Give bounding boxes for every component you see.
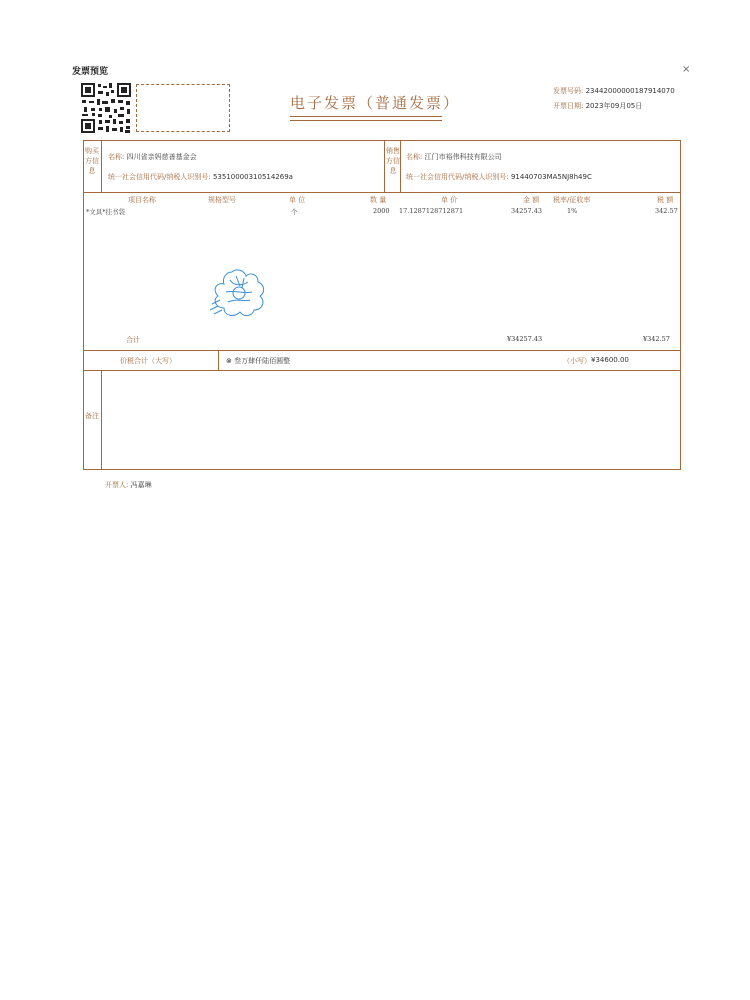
buyer-name-label: 名称: [108,153,125,161]
seller-name [406,152,502,162]
drawer [105,480,152,490]
invoice-frame [83,140,681,470]
total-amount: ¥34257.43 [507,335,543,343]
buyer-tax-label: 统一社会信用代码/纳税人识别号: [108,173,211,181]
invoice-date [553,101,642,111]
col-header-qty: 数 量 [370,196,387,204]
row-tax: 342.57 [655,207,678,215]
invoice-number-label: 发票号码: [553,87,584,95]
page-title: 发票预览 [72,67,109,77]
summary-divider [218,350,219,370]
seller-tax-value: 91440703MA5NJ8h49C [510,173,592,181]
invoice-date-label: 开票日期: [553,102,584,110]
buyer-section-label: 购买方信息 [85,147,99,175]
summary-bottom-rule [83,370,681,371]
total-label: 合计 [126,336,140,344]
col-header-unit: 单 位 [289,196,306,204]
close-button[interactable]: × [682,64,691,75]
seller-section-label: 销售方信息 [386,147,400,175]
col-header-amount: 金 额 [523,196,540,204]
title-underline [290,116,442,117]
total-tax: ¥342.57 [643,335,670,343]
row-price: 17.1287128712871 [399,207,464,215]
qr-code [80,82,132,134]
drawer-name: 冯嘉琳 [130,481,152,489]
party-bottom-rule [83,192,681,193]
title-underline [290,120,442,121]
drawer-label: 开票人: [105,481,129,489]
seller-tax-label: 统一社会信用代码/纳税人识别号: [406,173,509,181]
summary-small-label: （小写） [563,357,591,365]
stamp-icon [204,266,274,322]
invoice-number [553,86,675,96]
col-header-rate: 税率/征收率 [553,196,591,204]
summary-top-rule [83,350,681,351]
seller-tax-id [406,172,592,182]
summary-label: 价税合计（大写） [120,357,176,365]
summary-small-value: ¥34600.00 [591,356,629,364]
buyer-label-divider [101,140,102,192]
col-header-price: 单 价 [441,196,458,204]
col-header-tax: 税 额 [657,196,674,204]
remarks-divider [101,370,102,470]
placeholder-box [136,84,230,132]
row-item: *文具*挂书袋 [86,208,125,216]
remarks-label: 备注 [85,412,99,420]
invoice-date-value: 2023年09月05日 [585,102,643,110]
summary-words: ⊗ 叁万肆仟陆佰圆整 [226,357,291,365]
buyer-name-value: 四川省亲妈慈善基金会 [126,153,197,161]
col-header-spec: 规格型号 [208,196,236,204]
row-qty: 2000 [373,207,390,215]
buyer-name [108,152,197,162]
invoice-number-value: 23442000000187914070 [585,87,675,95]
row-amount: 34257.43 [511,207,543,215]
buyer-tax-value: 53510000310514269a [212,173,293,181]
col-header-item: 项目名称 [128,196,156,204]
seller-name-value: 江门市裕伟科技有限公司 [424,153,502,161]
row-rate: 1% [567,207,578,215]
invoice-title: 电子发票（普通发票） [290,94,461,112]
buyer-tax-id [108,172,293,182]
seller-name-label: 名称: [406,153,423,161]
row-unit: 个 [291,208,298,216]
